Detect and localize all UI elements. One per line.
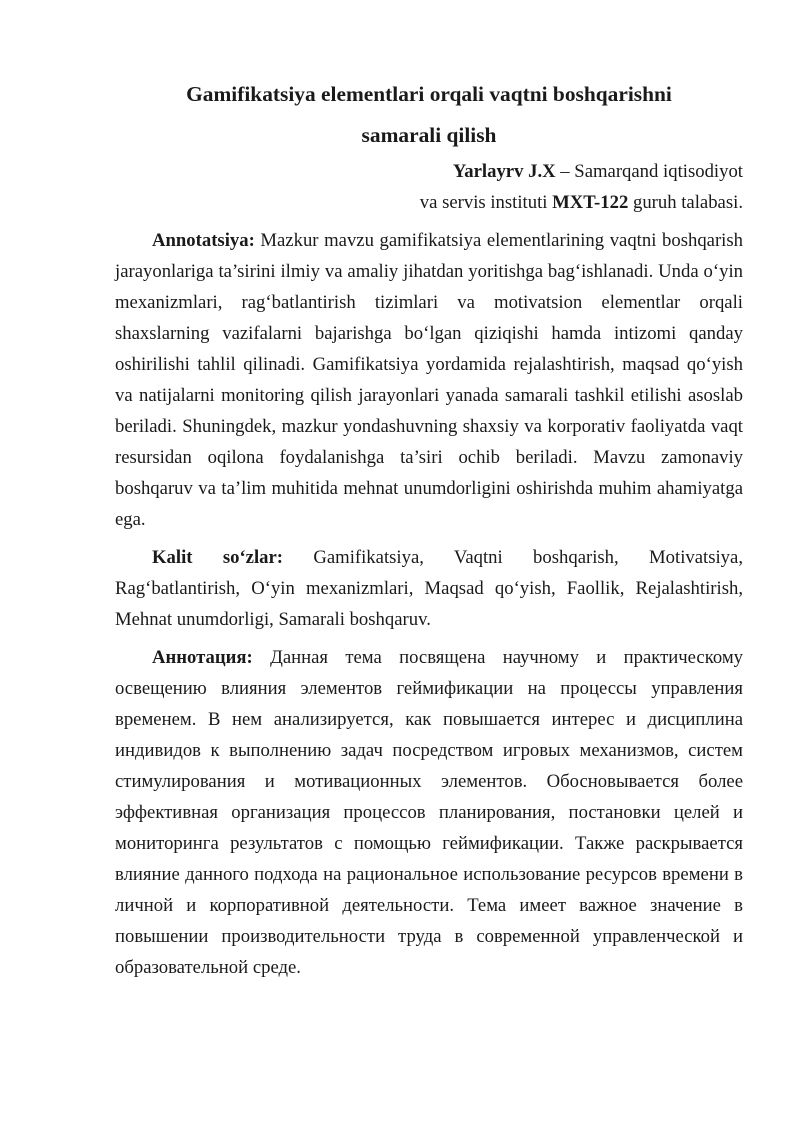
keywords-label: Kalit so‘zlar: bbox=[152, 547, 284, 568]
paragraph-annotatsiya-uz bbox=[115, 225, 743, 535]
title-line-1: Gamifikatsiya elementlari orqali vaqtni boshqarishni bbox=[186, 82, 672, 106]
student-group-suffix: guruh talabasi. bbox=[628, 192, 743, 213]
student-group-code: MXT-122 bbox=[552, 192, 629, 213]
annotatsiya-text: Mazkur mavzu gamifikatsiya elementlarining vaqtni boshqarish jarayonlariga ta’sirini ilmiy va amaliy jihatdan yoritishga bag‘ishlanadi. Unda o‘yin mexanizmlari, rag‘batlantirish tizimlari va motivatsion elementlar orqali shaxslarning vazifalarni bajarishga bo‘lgan qiziqishi hamda intizomi qanday oshirilishi tahlil qilinadi. Gamifikatsiya yordamida rejalashtirish, maqsad qo‘yish va natijalarni monitoring qilish jarayonlari yanada samarali tashkil etilishi asoslab beriladi. Shuningdek, mazkur yondashuvning shaxsiy va korporativ faoliyatda vaqt resursidan oqilona foydalanishga ta’siri ochib beriladi. Mavzu zamonaviy boshqaruv va ta’lim muhitida mehnat unumdorligini oshirishda muhim ahamiyatga ega. bbox=[115, 230, 743, 530]
document-title bbox=[115, 74, 743, 156]
annotatsiya-label: Annotatsiya: bbox=[152, 230, 255, 251]
title-line-2: samarali qilish bbox=[361, 123, 497, 147]
author-affiliation-rest: va servis instituti bbox=[419, 192, 553, 213]
author-name: Yarlayrv J.X bbox=[452, 161, 556, 182]
paragraph-annotation-ru bbox=[115, 642, 743, 983]
keywords-text: Gamifikatsiya, Vaqtni boshqarish, Motivatsiya, Rag‘batlantirish, O‘yin mexanizmlari, Maqsad qo‘yish, Faollik, Rejalashtirish, Mehnat unumdorligi, Samarali boshqaruv. bbox=[115, 547, 743, 630]
byline-line-1 bbox=[115, 156, 743, 187]
paragraph-keywords-uz bbox=[115, 542, 743, 635]
byline-line-2 bbox=[115, 187, 743, 218]
annotation-ru-text: Данная тема посвящена научному и практическому освещению влияния элементов геймификации на процессы управления временем. В нем анализируется, как повышается интерес и дисциплина индивидов к выполнению задач посредством игровых механизмов, систем стимулирования и мотивационных элементов. Обосновывается более эффективная организация процессов планирования, постановки целей и мониторинга результатов с помощью геймификации. Также раскрывается влияние данного подхода на рациональное использование ресурсов времени в личной и корпоративной деятельности. Тема имеет важное значение в повышении производительности труда в современной управленческой и образовательной среде. bbox=[115, 647, 743, 978]
author-affiliation-start: – Samarqand iqtisodiyot bbox=[555, 161, 743, 182]
annotation-ru-label: Аннотация: bbox=[152, 647, 253, 668]
author-byline bbox=[115, 156, 743, 218]
